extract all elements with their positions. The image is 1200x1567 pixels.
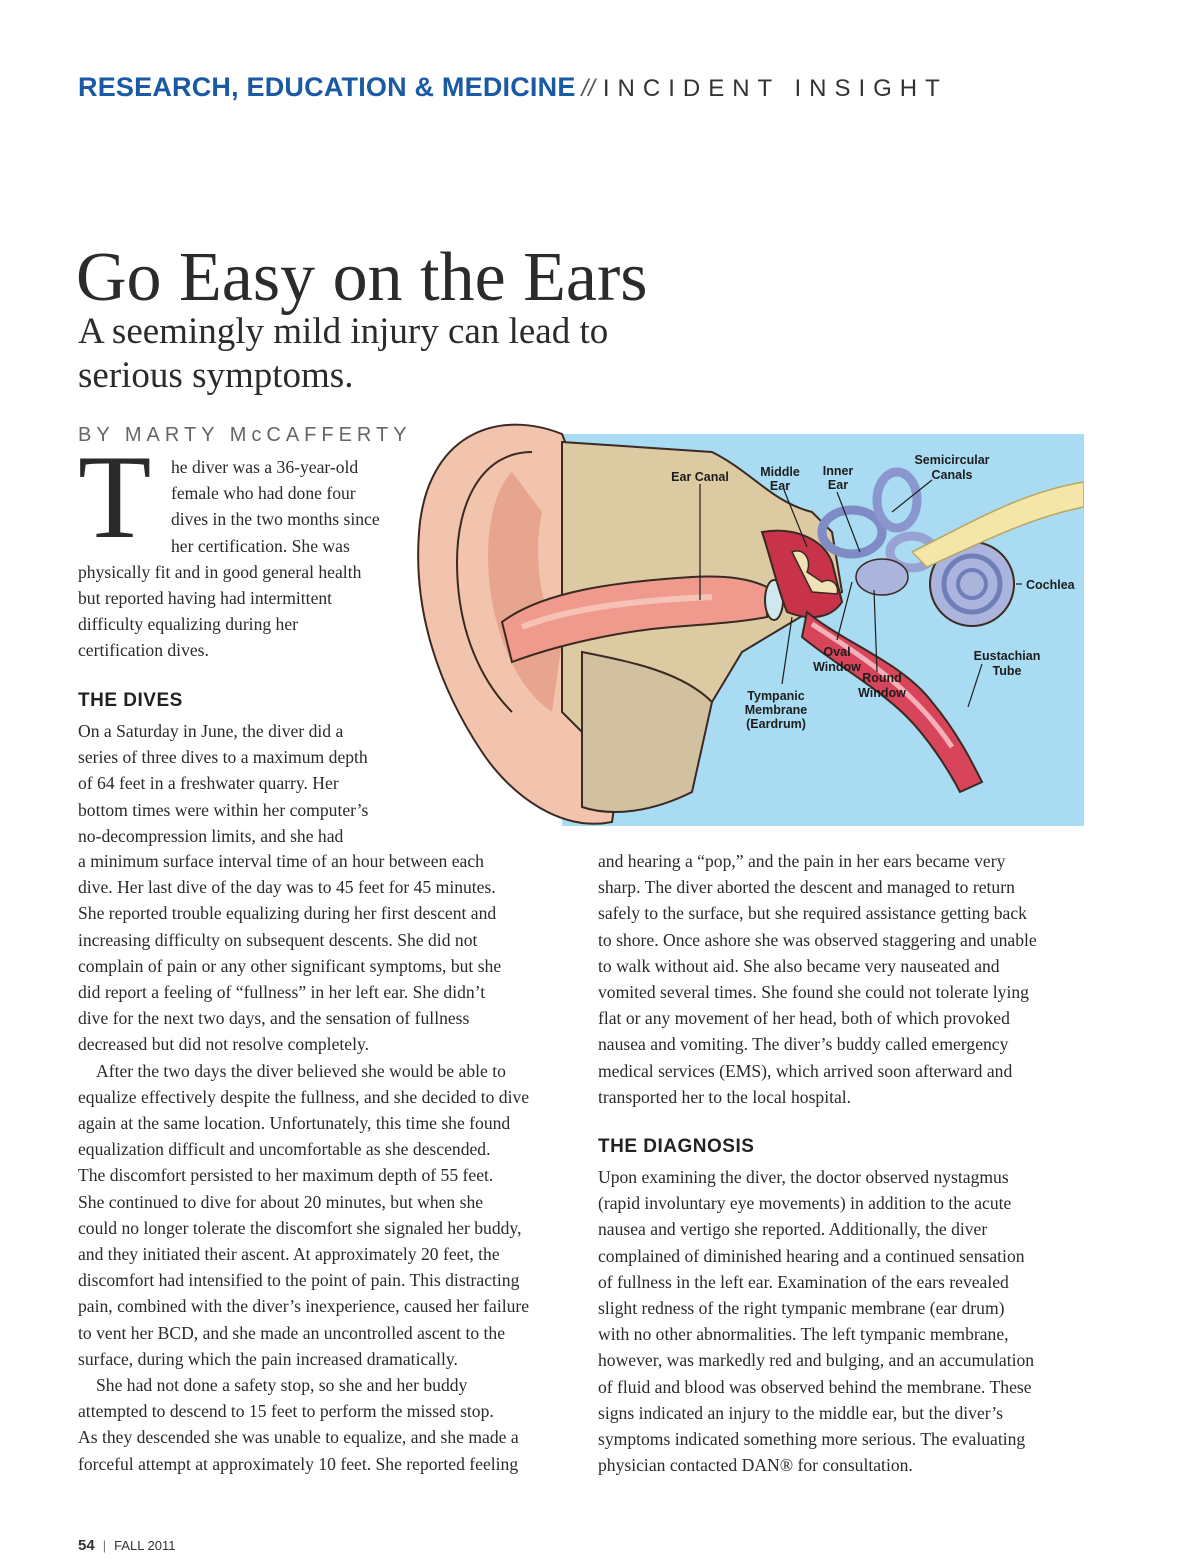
text-line: As they descended she was unable to equalize, and she made a [78,1427,519,1448]
section-name: RESEARCH, EDUCATION & MEDICINE [78,72,576,102]
text-line: and hearing a “pop,” and the pain in her ears became very [598,851,1006,871]
text-line: could no longer tolerate the discomfort she signaled her buddy, [78,1217,522,1238]
text-line: decreased but did not resolve completely. [78,1034,370,1055]
text-line: She had not done a safety stop, so she and her buddy [96,1375,468,1396]
text-line: of fullness in the left ear. Examination of the ears revealed [598,1271,1009,1292]
label-eustachian-tube-2: Tube [992,664,1022,678]
text-line: did report a feeling of “fullness” in her left ear. She didn’t [78,982,486,1003]
text-line: equalization difficult and uncomfortable as she descended. [78,1139,491,1160]
byline: BY MARTY McCAFFERTY [78,424,412,446]
text-line: her certification. She was [171,535,350,556]
section-separator: // [581,75,595,102]
text-line: complained of diminished hearing and a continued sensation [598,1245,1025,1266]
text-line: discomfort had intensified to the point of pain. This distracting [78,1270,520,1291]
article-subtitle: A seemingly mild injury can lead to serious symptoms. [78,311,609,396]
text-line: physically fit and in good general health [78,561,362,582]
section-header [78,72,948,103]
text-line: bottom times were within her computer’s [78,799,369,820]
text-line: pain, combined with the diver’s inexperience, caused her failure [78,1296,530,1317]
text-line: safely to the surface, but she required assistance getting back [598,903,1027,924]
text-line: and they initiated their ascent. At approximately 20 feet, the [78,1244,500,1265]
vestibule [856,559,908,595]
label-eustachian-tube: Eustachian [973,649,1041,663]
text-line: dive for the next two days, and the sensation of fullness [78,1008,470,1029]
text-line: again at the same location. Unfortunately, this time she found [78,1113,511,1134]
text-line: Upon examining the diver, the doctor observed nystagmus [598,1167,1009,1187]
label-tympanic-membrane-3: (Eardrum) [746,717,806,731]
text-line: a minimum surface interval time of an hour between each [78,851,484,871]
text-line: medical services (EMS), which arrived soon afterward and [598,1060,1013,1081]
text-line: with no other abnormalities. The left tympanic membrane, [598,1324,1009,1345]
text-line: he diver was a 36-year-old [171,457,359,477]
issue-label: FALL 2011 [114,1538,176,1553]
text-line: of 64 feet in a freshwater quarry. Her [78,773,339,794]
text-line: series of three dives to a maximum depth [78,747,368,768]
text-line: nausea and vomiting. The diver’s buddy called emergency [598,1034,1009,1055]
subsection-name: INCIDENT INSIGHT [602,75,948,102]
text-line: however, was markedly red and bulging, and an accumulation [598,1350,1035,1371]
text-line: to vent her BCD, and she made an uncontrolled ascent to the [78,1322,506,1343]
text-line: of fluid and blood was observed behind the membrane. These [598,1376,1032,1397]
text-line: equalize effectively despite the fullness, and she decided to dive [78,1086,530,1107]
text-line: signs indicated an injury to the middle ear, but the diver’s [598,1402,1003,1423]
text-line: On a Saturday in June, the diver did a [78,721,344,741]
text-line: no-decompression limits, and she had [78,825,344,846]
text-line: certification dives. [78,640,209,661]
dives-paragraph-start [78,718,418,849]
page-footer: 54 | FALL 2011 [78,1537,176,1554]
label-round-window-2: Window [858,686,906,700]
text-line: to shore. Once ashore she was observed staggering and unable [598,929,1037,950]
label-inner-ear-2: Ear [827,478,849,492]
intro-paragraph [78,454,418,664]
label-tympanic-membrane-2: Membrane [744,703,808,717]
text-line: difficulty equalizing during her [78,614,299,635]
page-number: 54 [78,1537,95,1554]
heading-the-diagnosis: THE DIAGNOSIS [598,1136,755,1157]
text-line: surface, during which the pain increased dramatically. [78,1348,458,1369]
text-line: dive. Her last dive of the day was to 45 feet for 45 minutes. [78,877,496,898]
label-oval-window-2: Window [813,660,861,674]
text-line: slight redness of the right tympanic membrane (ear drum) [598,1298,1005,1319]
label-middle-ear-2: Ear [769,479,791,493]
diagnosis-paragraph [598,1164,1088,1478]
ear-anatomy-diagram [412,412,1084,832]
text-line: to walk without aid. She also became very nauseated and [598,955,1000,976]
label-ear-canal: Ear Canal [671,470,729,484]
text-line: physician contacted DAN® for consultation. [598,1455,913,1476]
text-line: increasing difficulty on subsequent descents. She did not [78,929,478,950]
text-line: symptoms indicated something more serious. The evaluating [598,1429,1026,1450]
text-line: The discomfort persisted to her maximum depth of 55 feet. [78,1165,494,1186]
text-line: dives in the two months since [171,509,380,530]
label-semicircular-canals: Semicircular [914,453,990,467]
article-title: Go Easy on the Ears [76,239,648,316]
label-semicircular-canals-2: Canals [931,468,973,482]
label-round-window: Round [862,671,902,685]
text-line: She continued to dive for about 20 minutes, but when she [78,1191,484,1212]
heading-the-dives: THE DIVES [78,690,183,711]
text-line: (rapid involuntary eye movements) in addition to the acute [598,1193,1012,1214]
text-line: nausea and vertigo she reported. Additionally, the diver [598,1219,988,1240]
text-line: After the two days the diver believed she would be able to [96,1060,506,1081]
right-column-text [598,848,1088,1110]
drop-cap: T [78,430,152,563]
label-oval-window: Oval [823,645,851,659]
label-inner-ear: Inner [822,464,854,478]
text-line: transported her to the local hospital. [598,1086,852,1107]
label-middle-ear: Middle [760,465,800,479]
left-column-text [78,848,568,1477]
label-cochlea: Cochlea [1026,578,1075,592]
text-line: attempted to descend to 15 feet to perform the missed stop. [78,1401,494,1422]
label-tympanic-membrane: Tympanic [747,689,805,703]
text-line: She reported trouble equalizing during her first descent and [78,903,497,924]
text-line: but reported having had intermittent [78,588,333,609]
text-line: forceful attempt at approximately 10 feet. She reported feeling [78,1453,519,1474]
text-line: female who had done four [171,483,356,504]
text-line: complain of pain or any other significant symptoms, but she [78,955,502,976]
text-line: vomited several times. She found she could not tolerate lying [598,982,1029,1003]
text-line: sharp. The diver aborted the descent and managed to return [598,877,1015,898]
text-line: flat or any movement of her head, both of which provoked [598,1008,1010,1029]
